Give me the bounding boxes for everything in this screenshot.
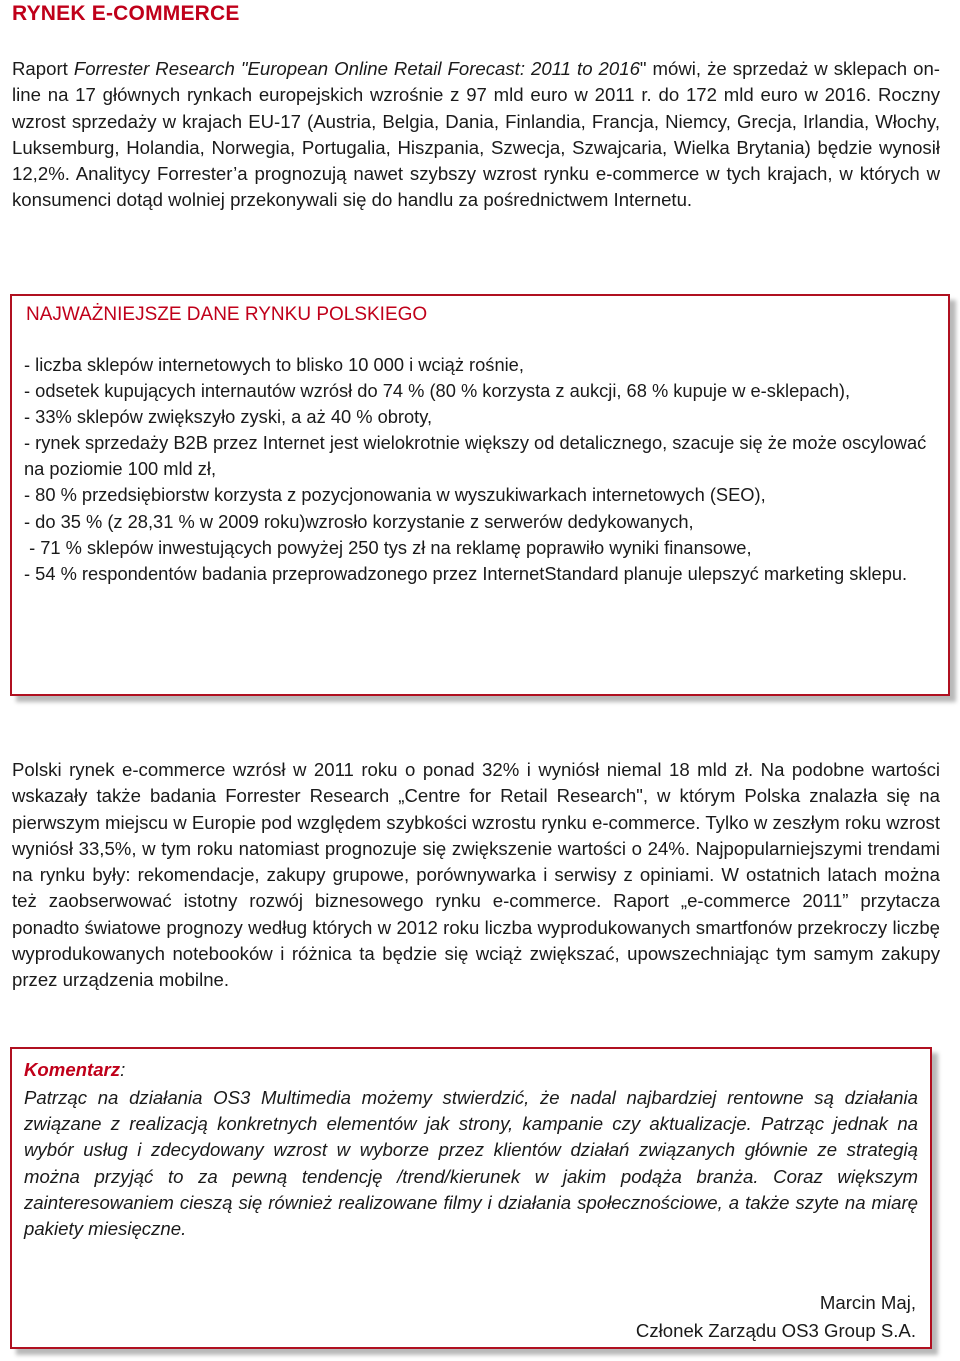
comment-label-text: Komentarz [24, 1059, 121, 1080]
list-item: - rynek sprzedaży B2B przez Internet jest wielokrotnie większy od detalicznego, szacuje się że może oscylować na poziomie 100 mld zł, [24, 432, 927, 480]
author-role: Członek Zarządu OS3 Group S.A. [635, 1320, 916, 1341]
comment-label-colon: : [120, 1059, 126, 1080]
polish-market-box [10, 294, 950, 696]
page-title: RYNEK E-COMMERCE [12, 2, 240, 25]
list-item: - 80 % przedsiębiorstw korzysta z pozycjonowania w wyszukiwarkach internetowych (SEO), [24, 484, 766, 506]
polish-market-list [24, 352, 934, 587]
list-item: - do 35 % (z 28,31 % w 2009 roku)wzrosło korzystanie z serwerów dedykowanych, [24, 510, 694, 532]
comment-label [24, 1059, 125, 1081]
report-title: Forrester Research "European Online Retail Forecast: 2011 to 2016 [73, 58, 640, 79]
list-item: - 54 % respondentów badania przeprowadzonego przez InternetStandard planuje ulepszyć marketing sklepu. [24, 562, 908, 584]
market-growth-paragraph: Polski rynek e-commerce wzrósł w 2011 roku o ponad 32% i wyniósł niemal 18 mld zł. Na podobne wartości wskazały także badania Forrester Research „Centre for Retail Research", w którym Polska znalazła się na pierwszym miejscu w Europie pod względem szybkości wzrostu rynku e-commerce. Tylko w zeszłym roku wzrost wyniósł 33,5%, w tym roku natomiast prognozuje się zwiększenie wartości o 24%. Najpopularniejszymi trendami na rynku były: rekomendacje, zakupy grupowe, porównywarka i serwisy z opiniami. W ostatnich latach można też zaobserwować istotny rozwój biznesowego rynku e-commerce. Raport „e-commerce 2011” przytacza ponadto światowe prognozy według których w 2012 roku liczba wyprodukowanych smartfonów przekroczy liczbę wyprodukowanych notebooków i różnica ta będzie się wciąż zwiększać, upowszechniając tym samym zakupy przez urządzenia mobilne. [12, 759, 940, 991]
signature [636, 1289, 916, 1345]
list-item: - liczba sklepów internetowych to blisko 10 000 i wciąż rośnie, [24, 354, 524, 375]
intro-text-rest: " mówi, że sprzedaż w sklepach on-line na 17 głównych rynkach europejskich wzrośnie z 97 mld euro w 2011 r. do 172 mld euro w 2016. Roczny wzrost sprzedaży w krajach EU-17 (Austria, Belgia, Dania, Finlandia, Francja, Niemcy, Grecja, Irlandia, Włochy, Luksemburg, Holandia, Norwegia, Portugalia, Hiszpania, Szwecja, Szwajcaria, Wielka Brytania) będzie wynosił 12,2%. Analitycy Forrester’a prognozują nawet szybszy wzrost rynku e-commerce w tych krajach, w których w konsumenci dotąd wolniej przekonywali się do handlu za pośrednictwem Internetu. [12, 58, 940, 211]
list-item: - 33% sklepów zwiększyło zyski, a aż 40 % obroty, [24, 406, 433, 428]
intro-paragraph [12, 56, 940, 214]
author-name: Marcin Maj, [819, 1292, 916, 1313]
list-item: - 71 % sklepów inwestujących powyżej 250 tys zł na reklamę poprawiło wyniki finansowe, [24, 536, 752, 558]
comment-text: Patrząc na działania OS3 Multimedia możemy stwierdzić, że nadal najbardziej rentowne są działania związane z realizacją konkretnych elementów jak strony, kampanie czy aktualizacje. Patrząc jednak na wybór usług i zdecydowany wzrost w wyborze przez klientów działań związanych głównie ze strategią można przyjąć to za pewną tendencję /trend/kierunek w jakim podąża branża. Coraz większym zainteresowaniem cieszą się również realizowane filmy i działania społecznościowe, a także szyte na miarę pakiety miesięczne. [24, 1087, 918, 1240]
comment-box [10, 1047, 932, 1349]
polish-market-heading: NAJWAŻNIEJSZE DANE RYNKU POLSKIEGO [26, 304, 428, 325]
intro-text-start: Raport [12, 58, 74, 79]
list-item: - odsetek kupujących internautów wzrósł do 74 % (80 % korzysta z aukcji, 68 % kupuje w e-sklepach), [24, 380, 851, 402]
